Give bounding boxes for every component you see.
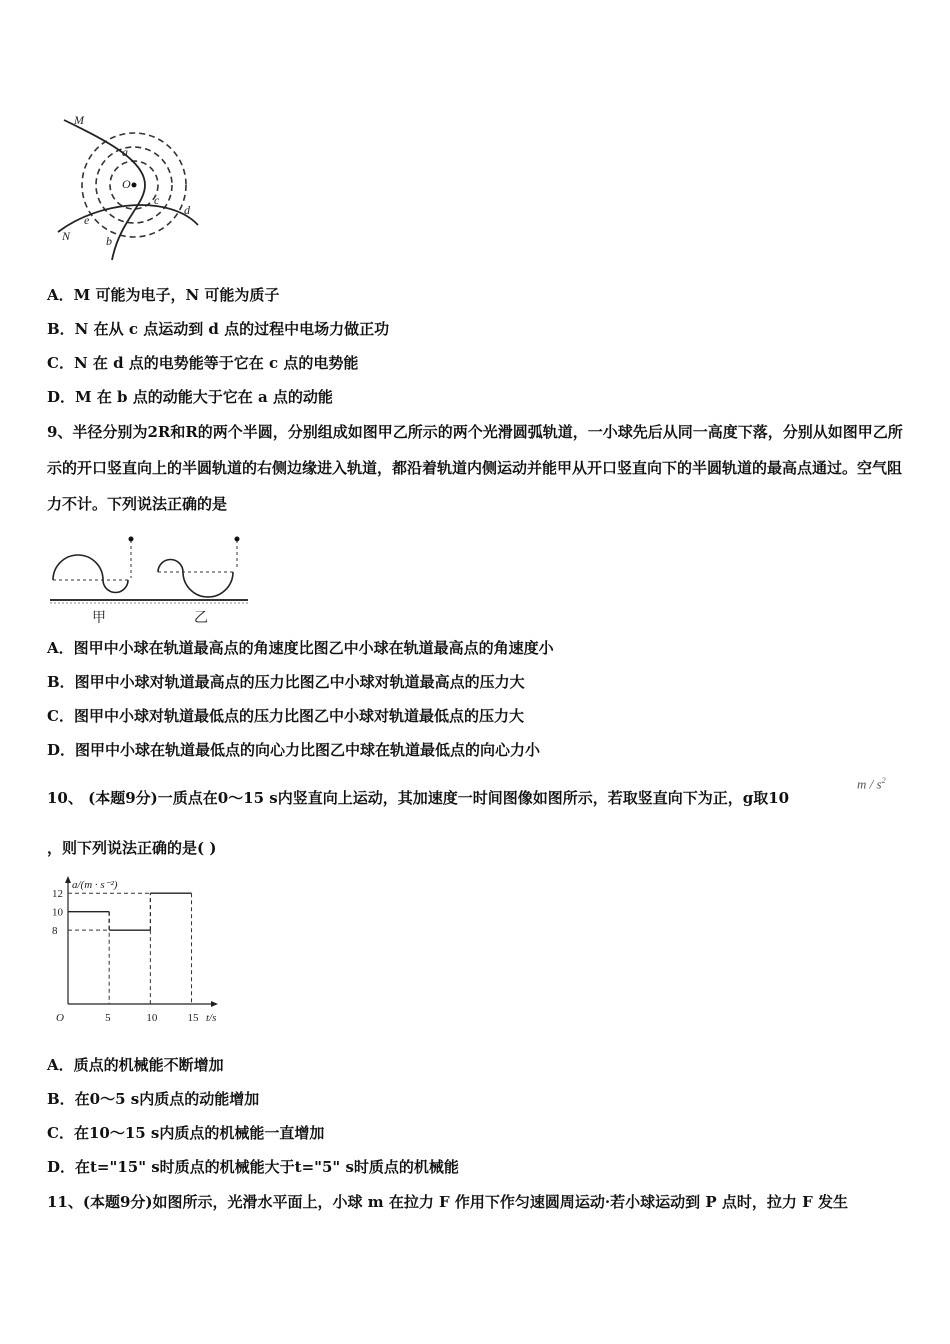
track-yi-top-arc <box>158 560 183 573</box>
ball-yi <box>235 537 240 542</box>
q10-option-a: A．质点的机械能不断增加 <box>47 1056 224 1074</box>
q9-option-d: D．图甲中小球在轨道最低点的向心力比图乙中球在轨道最低点的向心力小 <box>47 741 541 759</box>
label-m: M <box>74 113 84 127</box>
track-yi-bottom-arc <box>183 572 233 597</box>
ball-jia <box>129 537 134 542</box>
trajectory-n <box>58 205 198 232</box>
x-tick-label-15: 15 <box>187 1012 199 1024</box>
q10-unit-sup: 2 <box>881 776 886 785</box>
q8-option-b: B．N 在从 c 点运动到 d 点的过程中电场力做正功 <box>47 320 390 338</box>
q8-option-a: A．M 可能为电子，N 可能为质子 <box>47 286 280 304</box>
label-b: b <box>106 234 112 248</box>
q9-option-c: C．图甲中小球对轨道最低点的压力比图乙中小球对轨道最低点的压力大 <box>47 707 524 725</box>
y-tick-label-8: 8 <box>52 925 58 938</box>
origin-label: O <box>56 1012 64 1024</box>
q8-option-d: D．M 在 b 点的动能大于它在 a 点的动能 <box>47 388 333 406</box>
q10-unit <box>857 776 886 792</box>
q9-option-a: A．图甲中小球在轨道最高点的角速度比图乙中小球在轨道最高点的角速度小 <box>47 639 554 657</box>
field-diagram <box>50 110 210 270</box>
x-axis-label: t/s <box>206 1012 217 1024</box>
y-tick-label-12: 12 <box>52 888 63 901</box>
x-tick-label-5: 5 <box>105 1012 111 1024</box>
track-jia-top-arc <box>53 555 103 580</box>
q10-stem-cont: ，则下列说法正确的是( ) <box>47 839 217 857</box>
x-tick-label-10: 10 <box>146 1012 158 1024</box>
charge-point-o <box>132 183 137 188</box>
x-axis-arrow <box>211 1001 218 1007</box>
label-d: d <box>184 203 190 217</box>
q10-option-b: B．在0～5 s内质点的动能增加 <box>47 1090 260 1108</box>
q10-stem: 10、 (本题9分)一质点在0～15 s内竖直向上运动，其加速度一时间图像如图所示，若取竖直向下为正，g取10 <box>47 789 790 807</box>
q10-option-c: C．在10～15 s内质点的机械能一直增加 <box>47 1124 325 1142</box>
q10-unit-text: m / s <box>857 776 882 792</box>
y-axis-label: a/(m · s⁻²) <box>72 879 118 891</box>
label-jia: 甲 <box>92 610 106 626</box>
q11-stem: 11、(本题9分)如图所示，光滑水平面上，小球 m 在拉力 F 作用下作匀速圆周运动·若小球运动到 P 点时，拉力 F 发生 <box>47 1193 848 1211</box>
label-a: a <box>122 145 128 159</box>
q10-option-d: D．在t="15" s时质点的机械能大于t="5" s时质点的机械能 <box>47 1158 459 1176</box>
track-diagram <box>48 530 253 630</box>
q9-stem: 9、半径分别为2R和R的两个半圆，分别组成如图甲乙所示的两个光滑圆弧轨道，一小球先后从同一高度下落，分别从如图甲乙所示的开口竖直向上的半圆轨道的右侧边缘进入轨道，都沿着轨道内侧运动并能甲从开口竖直向下的半圆轨道的最高点通过。空气阻力不计。下列说法正确的是 <box>47 423 903 513</box>
label-e: e <box>84 213 90 227</box>
q9-option-b: B．图甲中小球对轨道最高点的压力比图乙中小球对轨道最高点的压力大 <box>47 673 525 691</box>
acceleration-time-chart <box>50 872 220 1027</box>
label-c: c <box>154 193 160 207</box>
q8-option-c: C．N 在 d 点的电势能等于它在 c 点的电势能 <box>47 354 359 372</box>
y-tick-label-10: 10 <box>52 906 63 919</box>
label-o: O <box>122 177 131 191</box>
y-axis-arrow <box>65 876 71 883</box>
trajectory-m <box>64 120 145 260</box>
label-n: N <box>62 229 71 243</box>
label-yi: 乙 <box>194 610 208 626</box>
track-jia-bottom-arc <box>103 580 128 592</box>
